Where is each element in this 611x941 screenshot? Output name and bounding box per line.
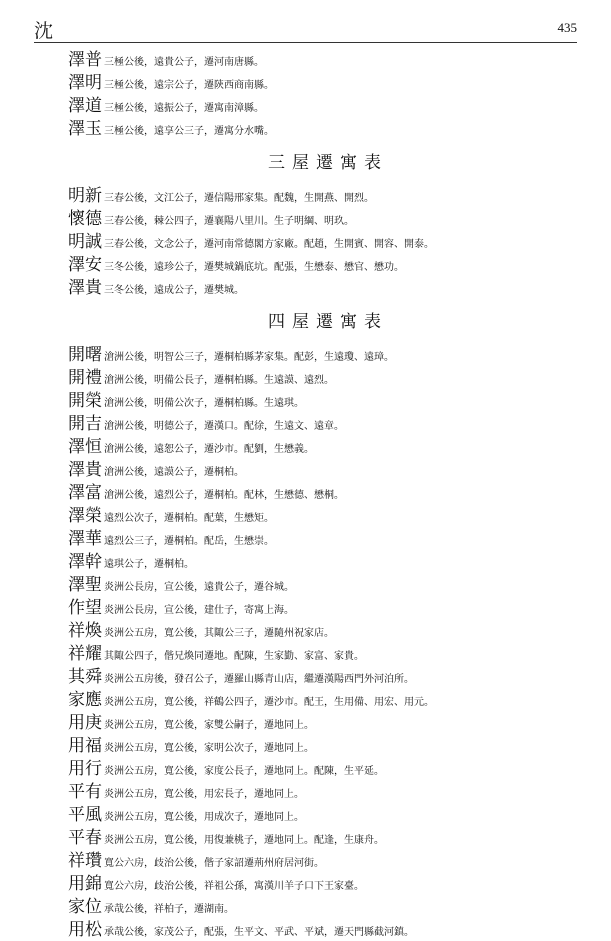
entry-name: 用福: [68, 736, 102, 756]
entry-name: 澤道: [68, 96, 102, 116]
genealogy-entry: [68, 343, 588, 366]
genealogy-entry: [68, 94, 588, 117]
genealogy-content: [68, 48, 588, 941]
entry-description: 三極公後，遠享公三子，遷寓分水嘴。: [104, 126, 274, 137]
genealogy-entry: [68, 435, 588, 458]
genealogy-entry: [68, 527, 588, 550]
genealogy-entry: [68, 918, 588, 941]
genealogy-entry: [68, 48, 588, 71]
entry-description: 寬公六房，歧治公後，祥祖公孫，寓漢川羊子口下王家臺。: [104, 881, 364, 892]
entry-description: 炎洲公五房，寬公後，家雙公嗣子，遷地同上。: [104, 720, 314, 731]
entry-description: 滄洲公後，明備公次子，遷桐柏縣。生遠琪。: [104, 398, 304, 409]
entry-name: 開禮: [68, 368, 102, 388]
entry-name: 澤貴: [68, 460, 102, 480]
entry-description: 滄洲公後，遠恕公子，遷沙市。配劉，生懋義。: [104, 444, 314, 455]
genealogy-entry: [68, 596, 588, 619]
genealogy-entry: [68, 757, 588, 780]
entry-name: 明新: [68, 186, 102, 206]
header-surname: 沈: [34, 20, 54, 42]
entry-description: 滄洲公後，遠烈公子，遷桐柏。配林，生懋德、懋桐。: [104, 490, 344, 501]
entry-name: 平風: [68, 805, 102, 825]
entry-description: 炎洲公五房後，發召公子，遷羅山縣青山店，繼遷漢陽西門外河泊所。: [104, 674, 414, 685]
genealogy-entry: [68, 253, 588, 276]
entry-name: 祥瓚: [68, 851, 102, 871]
entry-name: 澤貴: [68, 278, 102, 298]
entry-name: 澤明: [68, 73, 102, 93]
genealogy-entry: [68, 872, 588, 895]
entry-description: 滄洲公後，明智公三子，遷桐柏縣茅家集。配彭，生遠瓊、遠璋。: [104, 352, 394, 363]
entry-name: 澤聖: [68, 575, 102, 595]
entry-description: 三極公後，遠宗公子，遷陝西商南縣。: [104, 80, 274, 91]
entry-name: 開榮: [68, 391, 102, 411]
genealogy-entry: [68, 895, 588, 918]
genealogy-entry: [68, 734, 588, 757]
entry-description: 炎洲公長房，宣公後，遠貴公子，遷谷城。: [104, 582, 294, 593]
entry-name: 澤富: [68, 483, 102, 503]
entry-description: 三冬公後，遠珍公子，遷樊城鍋底坑。配張，生懋泰、懋官、懋功。: [104, 262, 404, 273]
genealogy-entry: [68, 71, 588, 94]
entry-name: 開吉: [68, 414, 102, 434]
entry-name: 用行: [68, 759, 102, 779]
entry-description: 炎洲公五房，寬公後，用復兼桃子，遷地同上。配逢，生康舟。: [104, 835, 384, 846]
entry-name: 用庚: [68, 713, 102, 733]
entry-description: 三春公後，棘公四子，遷襄陽八里川。生子明綱、明玖。: [104, 216, 354, 227]
entry-description: 其陬公四子，偕兄煥同遷地。配陳，生家勤、家富、家貴。: [104, 651, 364, 662]
header-rule: [34, 42, 577, 43]
entry-description: 炎洲公五房，寬公後，用成次子，遷地同上。: [104, 812, 304, 823]
entry-name: 作望: [68, 598, 102, 618]
entry-name: 懷德: [68, 209, 102, 229]
entry-name: 用松: [68, 920, 102, 940]
entry-name: 澤安: [68, 255, 102, 275]
genealogy-entry: [68, 389, 588, 412]
entry-name: 平春: [68, 828, 102, 848]
genealogy-entry: [68, 619, 588, 642]
genealogy-entry: [68, 504, 588, 527]
genealogy-entry: [68, 412, 588, 435]
entry-name: 用錦: [68, 874, 102, 894]
entry-description: 三春公後，文念公子，遷河南常德閣方家廠。配趙，生開賓、開容、開泰。: [104, 239, 434, 250]
entry-name: 澤玉: [68, 119, 102, 139]
entry-description: 承哉公後，祥柏子，遷湖南。: [104, 904, 234, 915]
entry-description: 炎洲公五房，寬公後，用宏長子，遷地同上。: [104, 789, 304, 800]
section-title: 三屋遷寓表: [268, 153, 388, 173]
entry-name: 澤幹: [68, 552, 102, 572]
genealogy-entry: [68, 481, 588, 504]
entry-name: 澤普: [68, 50, 102, 70]
genealogy-entry: [68, 780, 588, 803]
entry-name: 其舜: [68, 667, 102, 687]
genealogy-entry: [68, 849, 588, 872]
section-title: 四屋遷寓表: [268, 312, 388, 332]
entry-description: 滄洲公後，明備公長子，遷桐柏縣。生遠謨、遠烈。: [104, 375, 334, 386]
genealogy-entry: [68, 711, 588, 734]
entry-name: 祥煥: [68, 621, 102, 641]
genealogy-entry: [68, 366, 588, 389]
entry-name: 平有: [68, 782, 102, 802]
genealogy-entry: [68, 458, 588, 481]
entry-description: 滄洲公後，明德公子，遷漢口。配徐，生遠文、遠章。: [104, 421, 344, 432]
genealogy-entry: [68, 117, 588, 140]
genealogy-entry: [68, 550, 588, 573]
genealogy-entry: [68, 230, 588, 253]
entry-name: 澤華: [68, 529, 102, 549]
entry-name: 開曙: [68, 345, 102, 365]
entry-description: 遠琪公子，遷桐柏。: [104, 559, 194, 570]
entry-description: 三冬公後，遠成公子，遷樊城。: [104, 285, 244, 296]
genealogy-entry: [68, 276, 588, 299]
entry-description: 承哉公後，家茂公子，配張，生平文、平武、平斌，遷天門縣截河鎮。: [104, 927, 414, 938]
entry-description: 炎洲公五房，寬公後，家度公長子，遷地同上。配陳，生平延。: [104, 766, 384, 777]
entry-name: 祥耀: [68, 644, 102, 664]
entry-name: 明誠: [68, 232, 102, 252]
entry-name: 澤榮: [68, 506, 102, 526]
genealogy-entry: [68, 665, 588, 688]
genealogy-entry: [68, 207, 588, 230]
entry-description: 炎洲公五房，寬公後，家明公次子，遷地同上。: [104, 743, 314, 754]
entry-description: 炎洲公五房，寬公後，祥鶴公四子，遷沙市。配王，生用備、用宏、用元。: [104, 697, 434, 708]
entry-name: 澤恒: [68, 437, 102, 457]
entry-description: 遠烈公三子，遷桐柏。配岳，生懋崇。: [104, 536, 274, 547]
entry-name: 家應: [68, 690, 102, 710]
entry-description: 炎洲公長房，宣公後，建仕子，寄寓上海。: [104, 605, 294, 616]
entry-description: 三春公後，文江公子，遷信陽邢家集。配魏，生開燕、開烈。: [104, 193, 374, 204]
entry-description: 炎洲公五房，寬公後，其陬公三子，遷隨州祝家店。: [104, 628, 334, 639]
genealogy-entry: [68, 573, 588, 596]
entry-description: 遠烈公次子，遷桐柏。配葉，生懋矩。: [104, 513, 274, 524]
page-number: 435: [557, 20, 577, 35]
genealogy-entry: [68, 826, 588, 849]
genealogy-entry: [68, 688, 588, 711]
entry-description: 三極公後，遠振公子，遷寓南漳縣。: [104, 103, 264, 114]
genealogy-entry: [68, 642, 588, 665]
entry-description: 三極公後，遠貴公子，遷河南唐縣。: [104, 57, 264, 68]
genealogy-entry: [68, 184, 588, 207]
entry-description: 滄洲公後，遠謨公子，遷桐柏。: [104, 467, 244, 478]
entry-description: 寬公六房，歧治公後，偕子家詔遷荊州府居河街。: [104, 858, 324, 869]
entry-name: 家位: [68, 897, 102, 917]
genealogy-entry: [68, 803, 588, 826]
page-header: [34, 12, 577, 42]
